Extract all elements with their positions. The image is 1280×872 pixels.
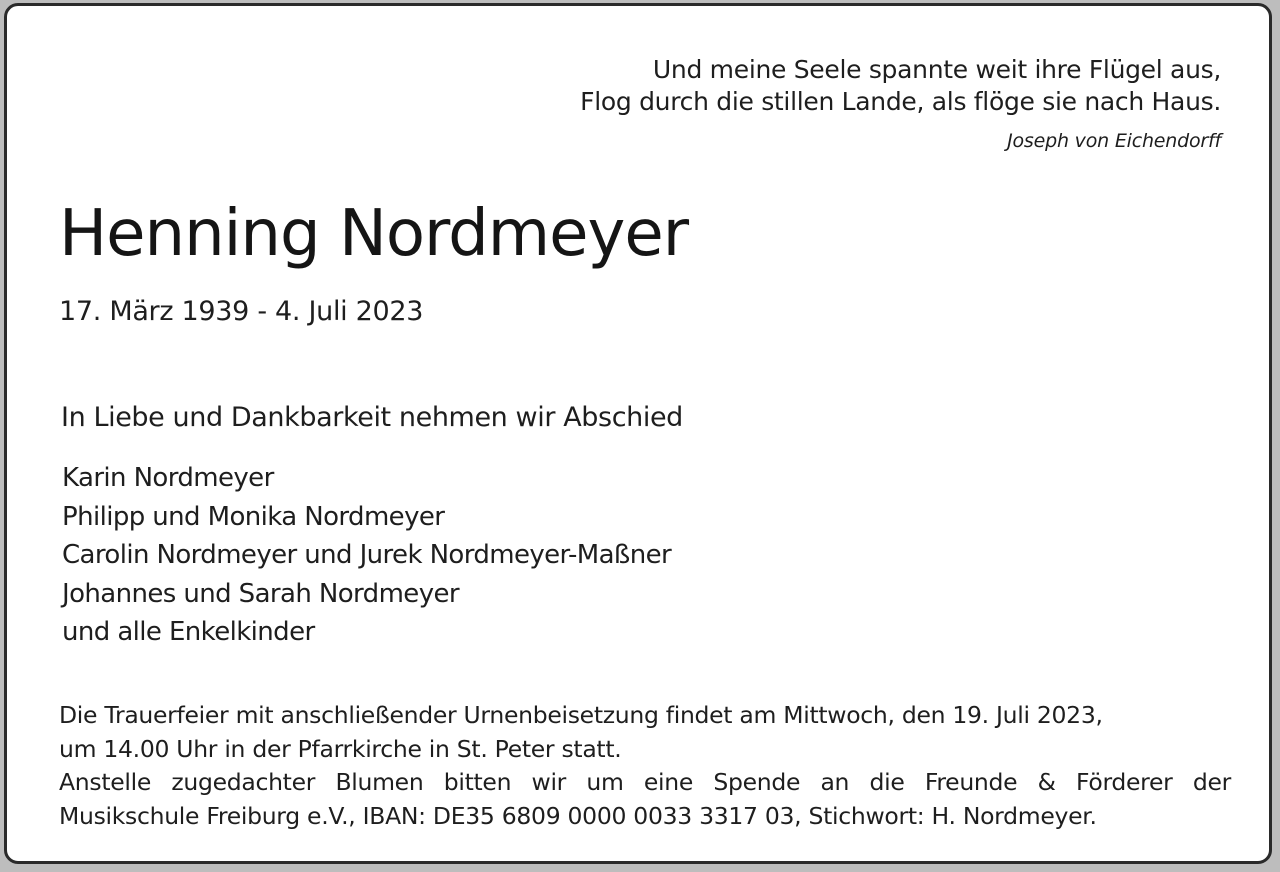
quote-line: Flog durch die stillen Lande, als flöge sie nach Haus. <box>580 87 1221 116</box>
quote-line: Und meine Seele spannte weit ihre Flügel aus, <box>652 55 1221 84</box>
deceased-name: Henning Nordmeyer <box>59 197 689 271</box>
notice-line: Die Trauerfeier mit anschließender Urnenbeisetzung findet am Mittwoch, den 19. Juli 2023, <box>59 701 1103 729</box>
funeral-notice <box>59 699 1231 833</box>
farewell-line: In Liebe und Dankbarkeit nehmen wir Abschied <box>61 402 683 433</box>
notice-line: um 14.00 Uhr in der Pfarrkirche in St. Peter statt. <box>59 734 622 763</box>
mourner-item: Karin Nordmeyer <box>62 463 274 493</box>
quote-author: Joseph von Eichendorff <box>1007 130 1221 152</box>
mourner-item: Carolin Nordmeyer und Jurek Nordmeyer-Maßner <box>62 540 672 570</box>
mourners-list <box>62 459 671 652</box>
obituary-card <box>4 3 1272 864</box>
mourner-item: und alle Enkelkinder <box>62 617 315 647</box>
notice-line: Musikschule Freiburg e.V., IBAN: DE35 6809 0000 0033 3317 03, Stichwort: H. Nordmeyer. <box>59 801 1097 830</box>
notice-line: Anstelle zugedachter Blumen bitten wir um eine Spende an die Freunde & Förderer der <box>59 768 1231 796</box>
mourner-item: Johannes und Sarah Nordmeyer <box>62 578 459 609</box>
life-dates: 17. März 1939 - 4. Juli 2023 <box>59 296 424 327</box>
poem-quote <box>580 54 1221 118</box>
mourner-item: Philipp und Monika Nordmeyer <box>62 501 445 532</box>
